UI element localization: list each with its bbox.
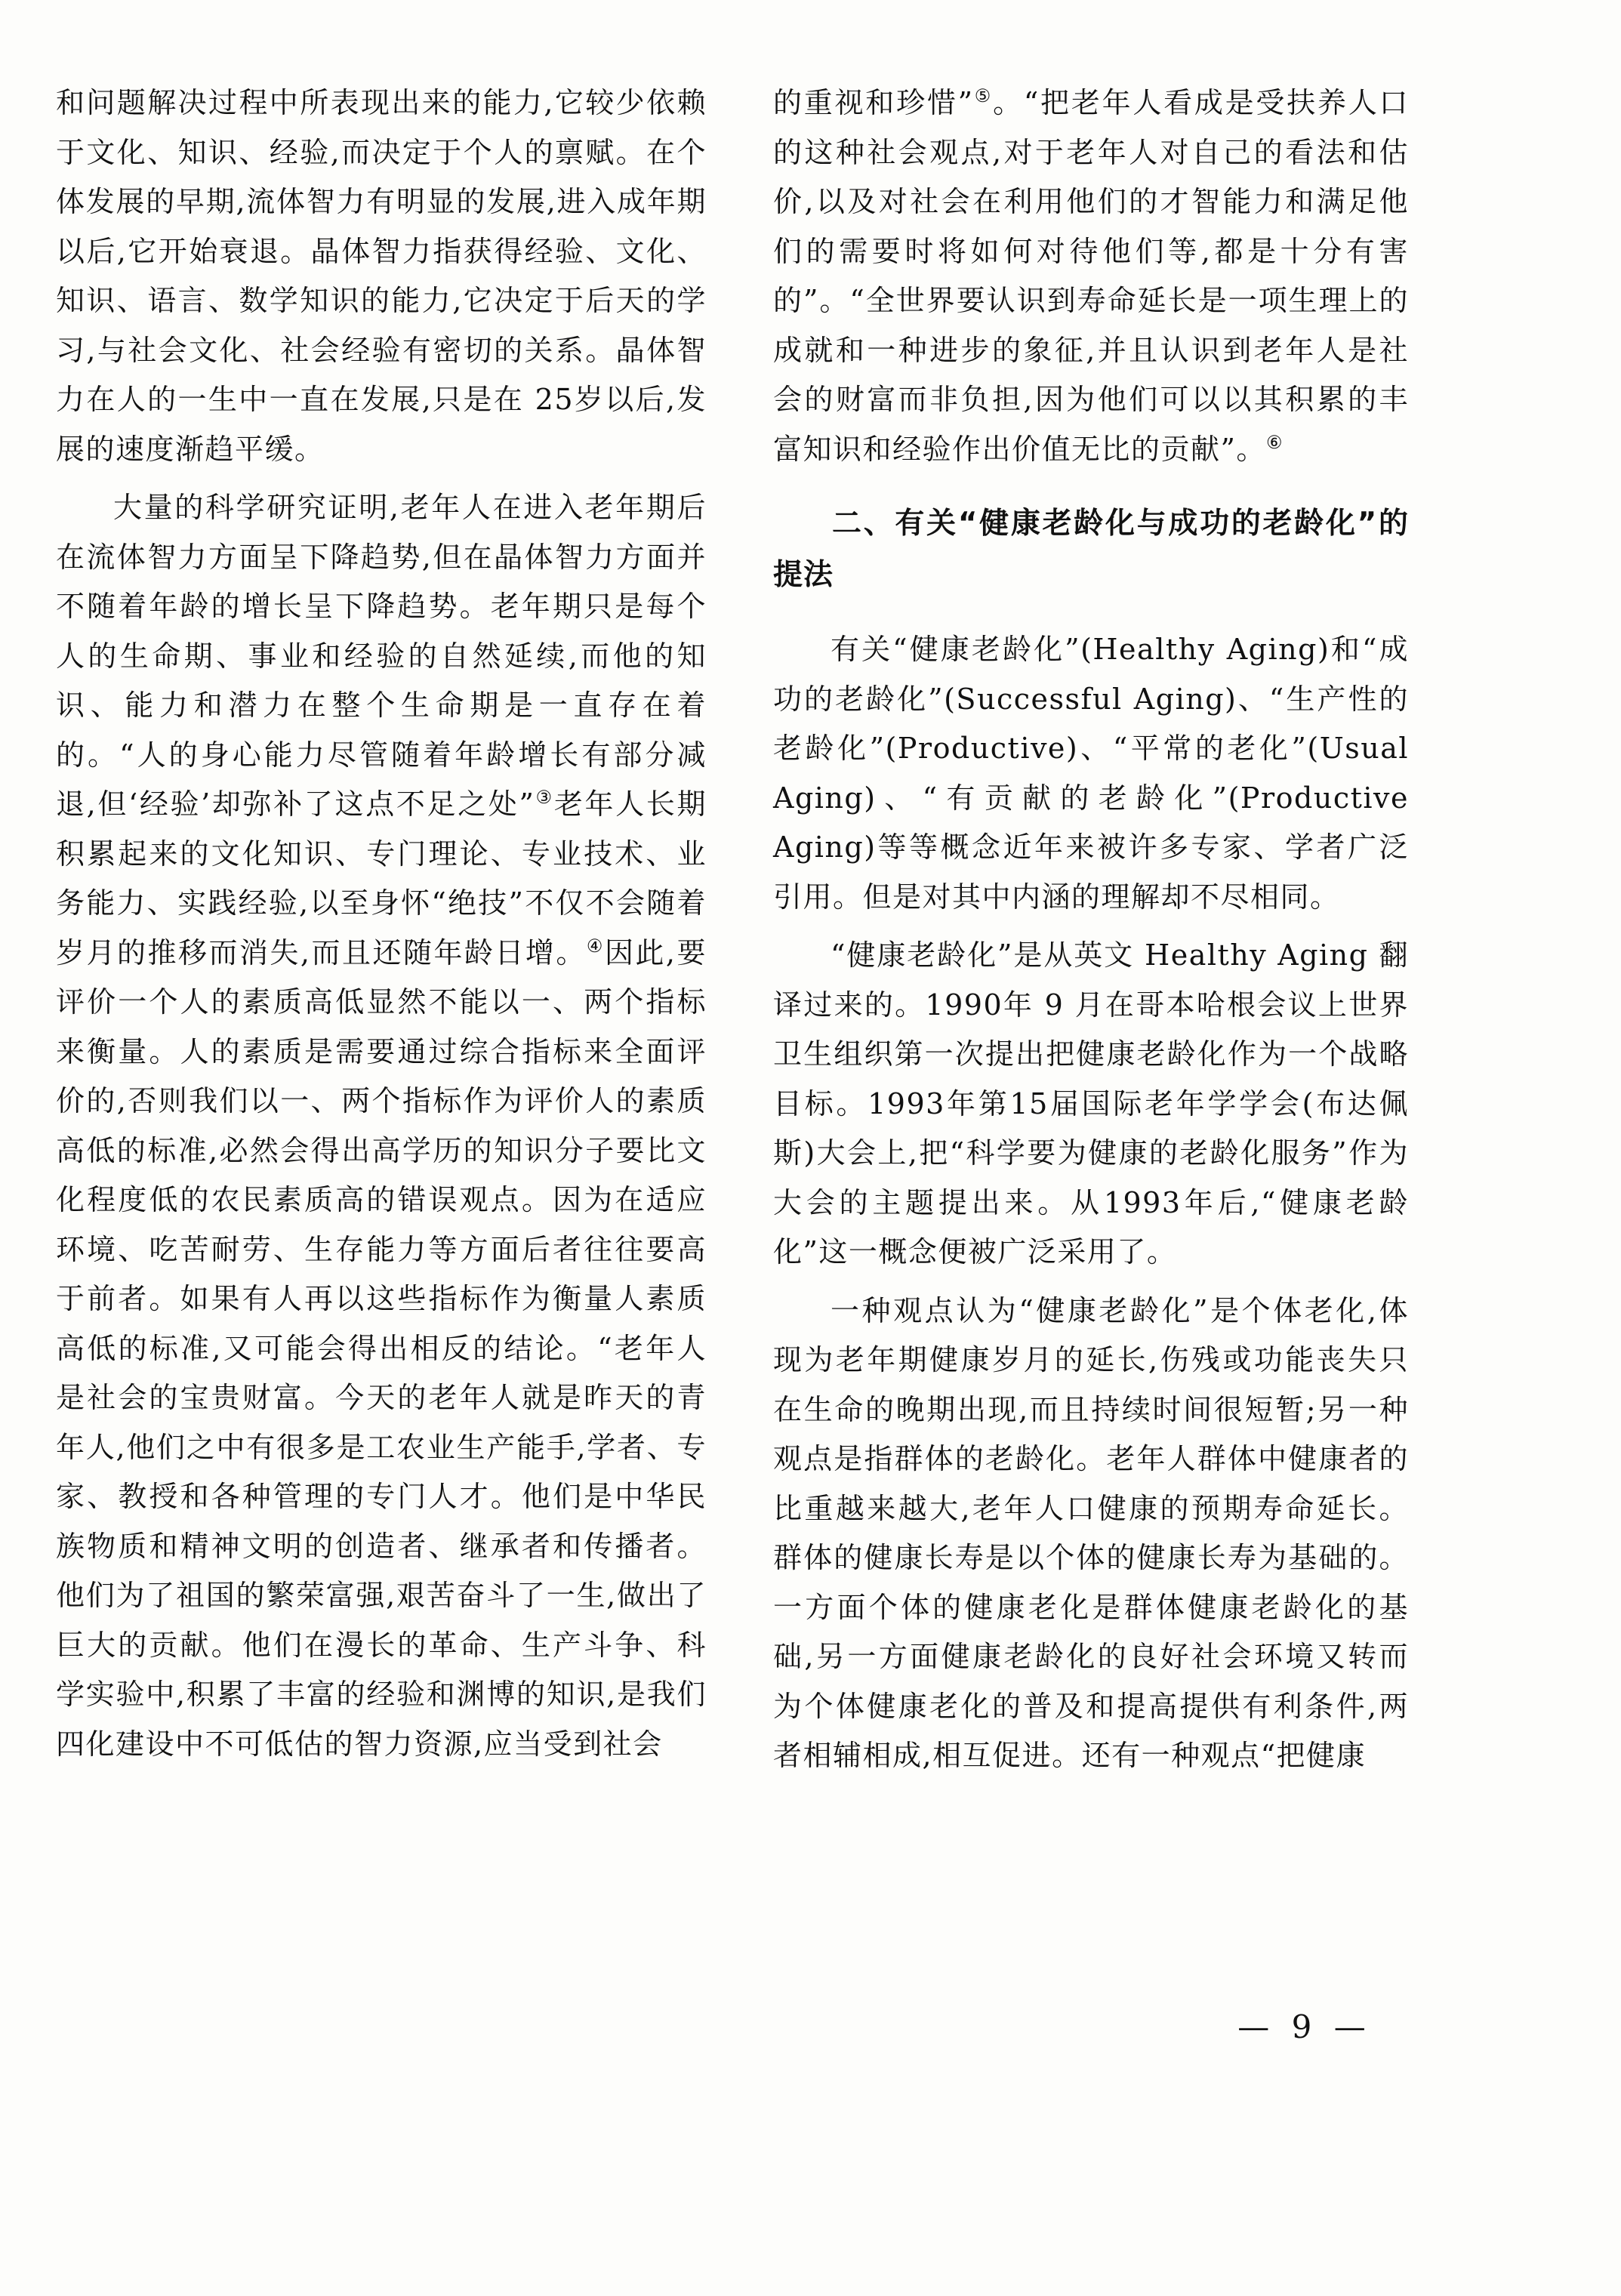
section-heading: 二、有关“健康老龄化与成功的老龄化”的提法 xyxy=(773,507,1409,592)
right-paragraph-3: “健康老龄化”是从英文 Healthy Aging 翻译过来的。1990年 9 月在哥本哈根会议上世界卫生组织第一次提出把健康老龄化作为一个战略目标。1993年第15届国际老年学学会(布达佩斯)大会上,把“科学要为健康的老龄化服务”作为大会的主题提出来。从1993年后,“健康老龄化”这一概念便被广泛采用了。 xyxy=(773,938,1409,1268)
left-paragraph-2-part-b: 老年人长期积累起来的文化知识、专门理论、专业技术、业务能力、实践经验,以至身怀“绝技”不仅不会随着岁月的推移而消失,而且还随年龄日增。 xyxy=(56,787,707,969)
right-paragraph-2: 有关“健康老龄化”(Healthy Aging)和“成功的老龄化”(Successful Aging)、“生产性的老龄化”(Productive)、“平常的老化”(Usual Aging)、“有贡献的老龄化”(Productive Aging)等等概念近年来被许多专家、学者广泛引用。但是对其中内涵的理解却不尽相同。 xyxy=(773,633,1409,914)
left-paragraph-1: 和问题解决过程中所表现出来的能力,它较少依赖于文化、知识、经验,而决定于个人的禀赋。在个体发展的早期,流体智力有明显的发展,进入成年期以后,它开始衰退。晶体智力指获得经验、文化、知识、语言、数学知识的能力,它决定于后天的学习,与社会文化、社会经验有密切的关系。晶体智力在人的一生中一直在发展,只是在 25岁以后,发展的速度渐趋平缓。 xyxy=(56,86,707,466)
footnote-marker-3: ③ xyxy=(535,787,554,808)
footnote-marker-4: ④ xyxy=(586,935,605,957)
left-paragraph-2-part-a: 大量的科学研究证明,老年人在进入老年期后在流体智力方面呈下降趋势,但在晶体智力方面并不随着年龄的增长呈下降趋势。老年期只是每个人的生命期、事业和经验的自然延续,而他的知识、能力和潜力在整个生命期是一直存在着的。“人的身心能力尽管随着年龄增长有部分减退,但‘经验’却弥补了这点不足之处” xyxy=(56,491,707,821)
left-paragraph-2-part-c: 因此,要评价一个人的素质高低显然不能以一、两个指标来衡量。人的素质是需要通过综合指标来全面评价的,否则我们以一、两个指标作为评价人的素质高低的标准,必然会得出高学历的知识分子要比文化程度低的农民素质高的错误观点。因为在适应环境、吃苦耐劳、生存能力等方面后者往往要高于前者。如果有人再以这些指标作为衡量人素质高低的标准,又可能会得出相反的结论。“老年人是社会的宝贵财富。今天的老年人就是昨天的青年人,他们之中有很多是工农业生产能手,学者、专家、教授和各种管理的专门人才。他们是中华民族物质和精神文明的创造者、继承者和传播者。他们为了祖国的繁荣富强,艰苦奋斗了一生,做出了巨大的贡献。他们在漫长的革命、生产斗争、科学实验中,积累了丰富的经验和渊博的知识,是我们四化建设中不可低估的智力资源,应当受到社会 xyxy=(56,935,707,1761)
right-paragraph-4: 一种观点认为“健康老龄化”是个体老化,体现为老年期健康岁月的延长,伤残或功能丧失只在生命的晚期出现,而且持续时间很短暂;另一种观点是指群体的老龄化。老年人群体中健康者的比重越来越大,老年人口健康的预期寿命延长。群体的健康长寿是以个体的健康长寿为基础的。一方面个体的健康老化是群体健康老龄化的基础,另一方面健康老龄化的良好社会环境又转而为个体健康老化的普及和提高提供有利条件,两者相辅相成,相互促进。还有一种观点“把健康 xyxy=(773,1293,1409,1772)
right-paragraph-1 xyxy=(773,79,1409,474)
right-paragraph-1-part-b: 。“把老年人看成是受扶养人口的这种社会观点,对于老年人对自己的看法和估价,以及对社会在利用他们的才智能力和满足他们的需要时将如何对待他们等,都是十分有害的”。“全世界要认识到寿命延长是一项生理上的成就和一种进步的象征,并且认识到老年人是社会的财富而非负担,因为他们可以以其积累的丰富知识和经验作出价值无比的贡献”。 xyxy=(773,86,1409,466)
page-number: — 9 — xyxy=(1237,2008,1372,2045)
right-paragraph-1-part-a: 的重视和珍惜” xyxy=(773,86,974,119)
left-paragraph-2 xyxy=(56,483,707,1769)
right-column xyxy=(773,79,1409,1781)
left-column xyxy=(56,79,707,1769)
footnote-marker-6: ⑥ xyxy=(1265,431,1284,453)
footnote-marker-5: ⑤ xyxy=(973,85,994,106)
